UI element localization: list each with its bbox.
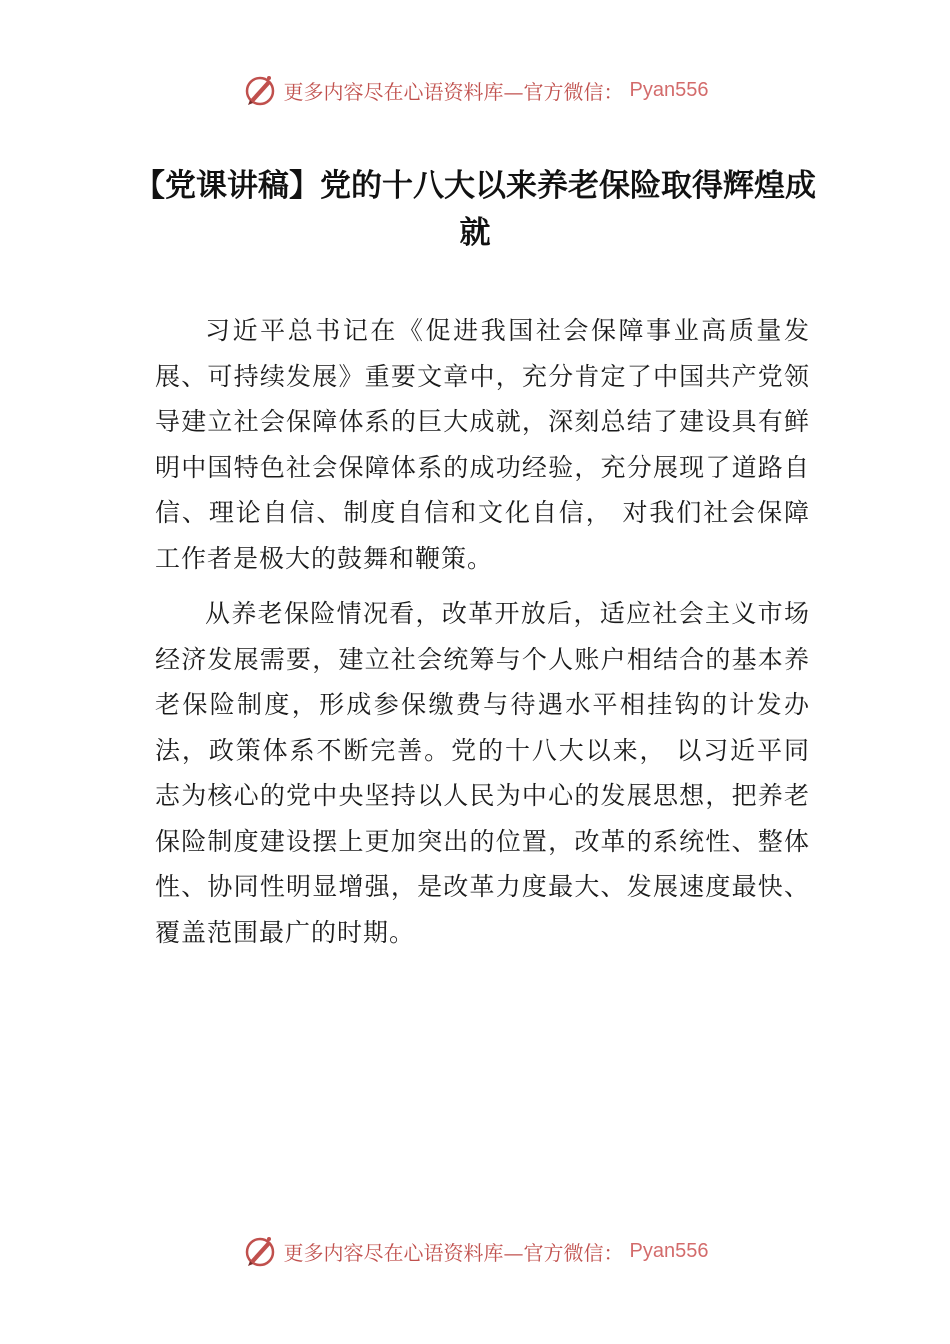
header-banner-text: 更多内容尽在心语资料库—官方微信： [283, 79, 624, 104]
footer-banner [0, 1233, 950, 1269]
paragraph-2: 从养老保险情况看，改革开放后，适应社会主义市场经济发展需要，建立社会统筹与个人账户相结合的基本养老保险制度，形成参保缴费与待遇水平相挂钩的计发办法，政策体系不断完善。党的十八大以来， 以习近平同志为核心的党中央坚持以人民为中心的发展思想，把养老保险制度建设摆上更加突出的位置，改革的系统性、整体性、协同性明显增强，是改革力度最大、发展速度最快、覆盖范围最广的时期。 [155, 599, 810, 947]
document-body [155, 308, 810, 965]
document-title: 【党课讲稿】党的十八大以来养老保险取得辉煌成就 [134, 168, 816, 251]
footer-banner-text: 更多内容尽在心语资料库—官方微信： [283, 1240, 624, 1265]
paragraph-1: 习近平总书记在《促进我国社会保障事业高质量发展、可持续发展》重要文章中，充分肯定了中国共产党领导建立社会保障体系的巨大成就，深刻总结了建设具有鲜明中国特色社会保障体系的成功经验，充分展现了道路自信、理论自信、制度自信和文化自信， 对我们社会保障工作者是极大的鼓舞和鞭策。 [155, 316, 810, 573]
header-banner [0, 72, 950, 108]
header-wechat-id: Pyan556 [629, 78, 709, 101]
footer-wechat-id: Pyan556 [629, 1239, 709, 1262]
pen-logo-icon [242, 72, 278, 108]
pen-logo-icon [242, 1233, 278, 1269]
